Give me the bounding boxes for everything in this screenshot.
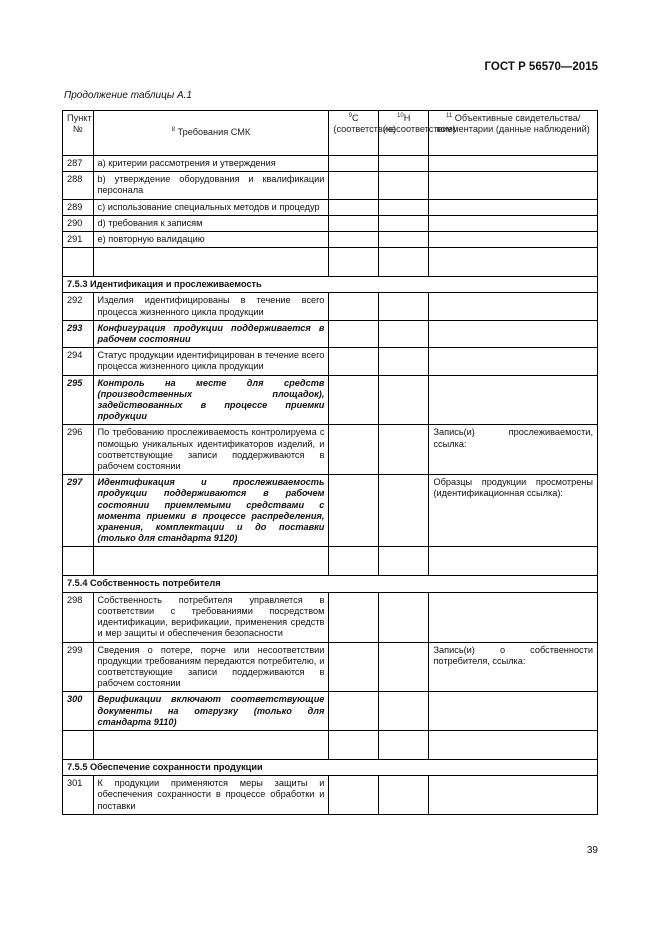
requirement-text: Изделия идентифицированы в течение всего процесса жизненного цикла продукции: [93, 293, 329, 320]
nonconformity-cell: [378, 776, 429, 815]
empty-cell: [378, 248, 429, 277]
clause-number: 291: [63, 232, 94, 248]
nonconformity-cell: [378, 692, 429, 731]
evidence-note: Образцы продукции просмотрены (идентификационная ссылка):: [429, 475, 598, 547]
conformity-cell: [329, 320, 378, 347]
table-row: [63, 348, 598, 375]
evidence-note: Запись(и) прослеживаемости, ссылка:: [429, 425, 598, 475]
section-heading-row: [63, 277, 598, 293]
table-row: [63, 692, 598, 731]
section-heading: 7.5.3 Идентификация и прослеживаемость: [63, 277, 598, 293]
table-row: [63, 293, 598, 320]
empty-cell: [329, 547, 378, 576]
empty-cell: [329, 248, 378, 277]
requirement-text: d) требования к записям: [93, 215, 329, 231]
empty-cell: [429, 730, 598, 759]
header-n: $^{10}$Н (несоответствие): [378, 111, 429, 156]
requirement-text: a) критерии рассмотрения и утверждения: [93, 156, 329, 172]
empty-cell: [378, 730, 429, 759]
blank-row: [63, 730, 598, 759]
clause-number: 294: [63, 348, 94, 375]
qms-requirements-table: [62, 110, 598, 815]
evidence-note: [429, 293, 598, 320]
header-req: $^8$ Требования СМК: [93, 111, 329, 156]
table-header-row: [63, 111, 598, 156]
clause-number: 299: [63, 642, 94, 692]
evidence-note: [429, 156, 598, 172]
table-row: [63, 375, 598, 425]
table-row: [63, 320, 598, 347]
table-caption: Продолжение таблицы А.1: [64, 90, 192, 101]
conformity-cell: [329, 475, 378, 547]
clause-number: 289: [63, 199, 94, 215]
header-c: $^9$С (соответствие): [329, 111, 378, 156]
evidence-note: [429, 375, 598, 425]
nonconformity-cell: [378, 425, 429, 475]
evidence-note: [429, 320, 598, 347]
blank-row: [63, 248, 598, 277]
clause-number: 293: [63, 320, 94, 347]
empty-cell: [63, 248, 94, 277]
table-row: [63, 172, 598, 199]
requirement-text: Статус продукции идентифицирован в течение всего процесса жизненного цикла продукции: [93, 348, 329, 375]
table-row: [63, 215, 598, 231]
empty-cell: [63, 547, 94, 576]
clause-number: 298: [63, 592, 94, 642]
evidence-note: [429, 232, 598, 248]
requirement-text: Собственность потребителя управляется в соответствии с требованиями посредством идентификации, верификации, применения средств и мер защиты и обеспечения безопасности: [93, 592, 329, 642]
empty-cell: [429, 547, 598, 576]
page-number: 39: [586, 845, 598, 856]
conformity-cell: [329, 215, 378, 231]
table-row: [63, 425, 598, 475]
header-obj: $^{11}$ Объективные свидетельства/ комментарии (данные наблюдений): [429, 111, 598, 156]
nonconformity-cell: [378, 199, 429, 215]
nonconformity-cell: [378, 293, 429, 320]
requirement-text: Идентификация и прослеживаемость продукции поддерживаются в рабочем состоянии приемлемыми средствами с момента приемки в процессе распределения, хранения, комплектации и до поставки (только для стандарта 9120): [93, 475, 329, 547]
section-heading: 7.5.5 Обеспечение сохранности продукции: [63, 759, 598, 775]
nonconformity-cell: [378, 475, 429, 547]
empty-cell: [378, 547, 429, 576]
table-row: [63, 475, 598, 547]
clause-number: 290: [63, 215, 94, 231]
nonconformity-cell: [378, 320, 429, 347]
table-row: [63, 592, 598, 642]
clause-number: 287: [63, 156, 94, 172]
nonconformity-cell: [378, 375, 429, 425]
nonconformity-cell: [378, 232, 429, 248]
requirement-text: Верификации включают соответствующие документы на отгрузку (только для стандарта 9110): [93, 692, 329, 731]
evidence-note: [429, 199, 598, 215]
evidence-note: [429, 215, 598, 231]
evidence-note: [429, 776, 598, 815]
gost-code: ГОСТ Р 56570—2015: [484, 61, 598, 73]
requirement-text: b) утверждение оборудования и квалификации персонала: [93, 172, 329, 199]
clause-number: 288: [63, 172, 94, 199]
section-heading: 7.5.4 Собственность потребителя: [63, 576, 598, 592]
requirement-text: По требованию прослеживаемость контролируема с помощью уникальных идентификаторов изделий, и соответствующие записи поддерживаются в рабочем состоянии: [93, 425, 329, 475]
conformity-cell: [329, 375, 378, 425]
clause-number: 296: [63, 425, 94, 475]
evidence-note: [429, 592, 598, 642]
empty-cell: [429, 248, 598, 277]
requirement-text: e) повторную валидацию: [93, 232, 329, 248]
evidence-note: [429, 692, 598, 731]
empty-cell: [93, 547, 329, 576]
conformity-cell: [329, 348, 378, 375]
conformity-cell: [329, 692, 378, 731]
conformity-cell: [329, 642, 378, 692]
table-row: [63, 642, 598, 692]
table-row: [63, 776, 598, 815]
empty-cell: [63, 730, 94, 759]
conformity-cell: [329, 199, 378, 215]
conformity-cell: [329, 592, 378, 642]
requirement-text: К продукции применяются меры защиты и обеспечения сохранности в процессе обработки и поставки: [93, 776, 329, 815]
evidence-note: [429, 348, 598, 375]
table-row: [63, 232, 598, 248]
conformity-cell: [329, 425, 378, 475]
empty-cell: [93, 248, 329, 277]
section-heading-row: [63, 759, 598, 775]
section-heading-row: [63, 576, 598, 592]
empty-cell: [329, 730, 378, 759]
evidence-note: [429, 172, 598, 199]
clause-number: 295: [63, 375, 94, 425]
nonconformity-cell: [378, 215, 429, 231]
nonconformity-cell: [378, 642, 429, 692]
nonconformity-cell: [378, 348, 429, 375]
requirement-text: Контроль на месте для средств (производственных площадок), задействованных в процессе приемки продукции: [93, 375, 329, 425]
requirement-text: c) использование специальных методов и процедур: [93, 199, 329, 215]
empty-cell: [93, 730, 329, 759]
evidence-note: Запись(и) о собственности потребителя, ссылка:: [429, 642, 598, 692]
conformity-cell: [329, 232, 378, 248]
clause-number: 301: [63, 776, 94, 815]
conformity-cell: [329, 172, 378, 199]
nonconformity-cell: [378, 156, 429, 172]
requirement-text: Сведения о потере, порче или несоответствии продукции требованиям передаются потребителю, и соответствующие записи поддерживаются в рабочем состоянии: [93, 642, 329, 692]
nonconformity-cell: [378, 172, 429, 199]
clause-number: 300: [63, 692, 94, 731]
table-row: [63, 156, 598, 172]
requirement-text: Конфигурация продукции поддерживается в рабочем состоянии: [93, 320, 329, 347]
table-row: [63, 199, 598, 215]
blank-row: [63, 547, 598, 576]
clause-number: 297: [63, 475, 94, 547]
clause-number: 292: [63, 293, 94, 320]
header-num: Пункт №: [63, 111, 94, 156]
conformity-cell: [329, 293, 378, 320]
nonconformity-cell: [378, 592, 429, 642]
conformity-cell: [329, 156, 378, 172]
conformity-cell: [329, 776, 378, 815]
